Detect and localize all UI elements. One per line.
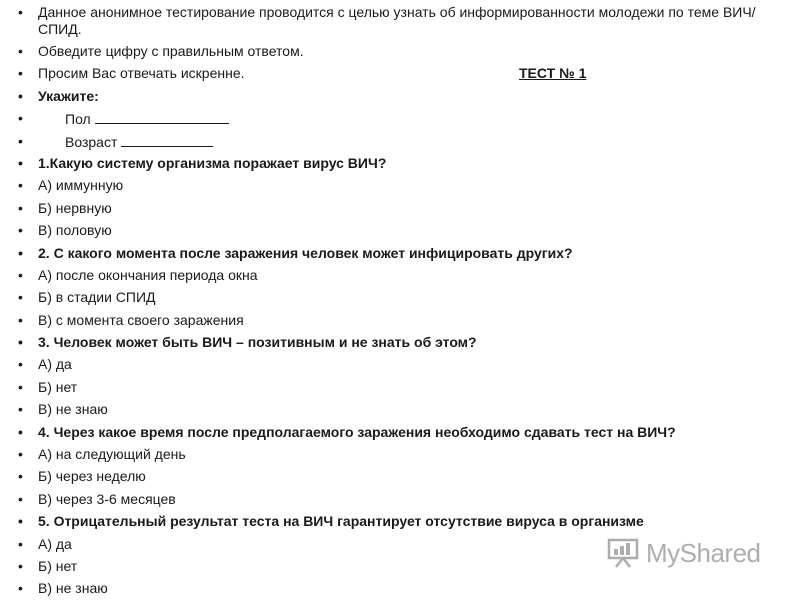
question-3-option-b: • Б) нет	[0, 379, 800, 401]
gender-row	[0, 110, 800, 132]
question-2-option-a: • А) после окончания периода окна	[0, 267, 800, 289]
question-4-option-c: • В) через 3-6 месяцев	[0, 491, 800, 513]
questionnaire-list	[0, 4, 800, 603]
age-blank-line	[121, 133, 213, 147]
question-5: • 5. Отрицательный результат теста на ВИЧ гарантирует отсутствие вируса в организме	[0, 513, 800, 535]
myshared-watermark	[606, 533, 776, 573]
intro-sincerity: Просим Вас отвечать искренне.	[38, 65, 245, 82]
question-3: • 3. Человек может быть ВИЧ – позитивным и не знать об этом?	[0, 334, 800, 356]
gender-blank-line	[95, 110, 229, 124]
question-4-option-a: • А) на следующий день	[0, 446, 800, 468]
intro-purpose: • Данное анонимное тестирование проводится с целью узнать об информированности молодежи по теме ВИЧ/ СПИД.	[0, 4, 800, 43]
question-2-option-b: • Б) в стадии СПИД	[0, 289, 800, 311]
question-1-option-b: • Б) нервную	[0, 200, 800, 222]
question-5-option-a: • А) да	[0, 536, 800, 558]
intro-sincerity-row	[0, 65, 800, 87]
question-1-option-a: • А) иммунную	[0, 177, 800, 199]
age-row	[0, 133, 800, 155]
intro-instruction: • Обведите цифру с правильным ответом.	[0, 43, 800, 65]
question-3-option-c: • В) не знаю	[0, 401, 800, 423]
gender-label: Пол	[65, 111, 91, 128]
question-1-option-c: • В) половую	[0, 222, 800, 244]
presentation-board-icon	[606, 536, 640, 570]
watermark-text: MyShared	[646, 537, 761, 568]
question-4-option-b: • Б) через неделю	[0, 468, 800, 490]
question-2: • 2. С какого момента после заражения человек может инфицировать других?	[0, 245, 800, 267]
question-1: • 1.Какую систему организма поражает вирус ВИЧ?	[0, 155, 800, 177]
question-5-option-b: • Б) нет	[0, 558, 800, 580]
question-2-option-c: • В) с момента своего заражения	[0, 312, 800, 334]
test-title: ТЕСТ № 1	[519, 65, 587, 82]
question-5-option-c: • В) не знаю	[0, 580, 800, 602]
question-3-option-a: • А) да	[0, 356, 800, 378]
question-4: • 4. Через какое время после предполагаемого заражения необходимо сдавать тест на ВИЧ?	[0, 424, 800, 446]
age-label: Возраст	[65, 133, 118, 150]
specify-heading: • Укажите:	[0, 88, 800, 110]
